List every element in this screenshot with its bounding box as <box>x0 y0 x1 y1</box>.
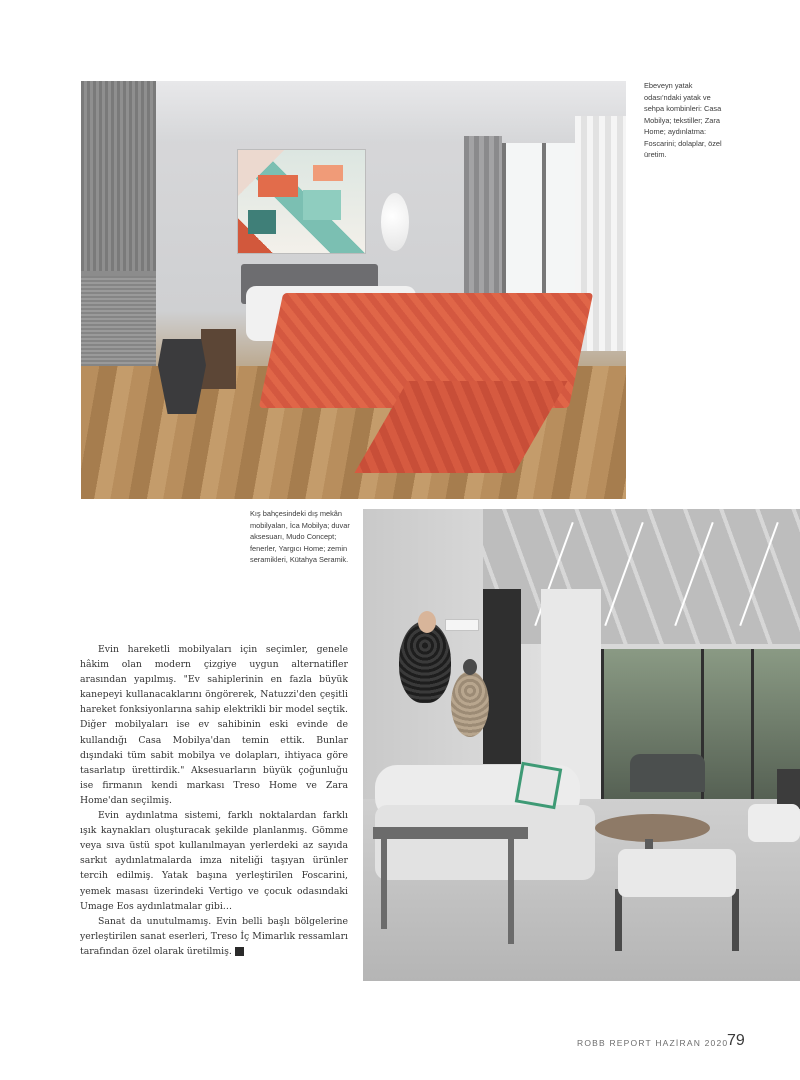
glass-frame <box>601 649 604 804</box>
lounge-chair <box>748 804 800 842</box>
bedroom-window <box>502 143 581 318</box>
paragraph-lighting: Evin aydınlatma sistemi, farklı noktalardan farklı ışık kaynakları oluşturacak şekilde planlanmış. Gömme veya sıva üstü spot kullanılmayan yerlerdeki az sayıda sarkıt aydınlatmalarda imza niteliği taşıyan ürünler tercih edilmiş. Yatak başına yerleştirilen Foscarini, yemek masası üzerindeki Vertigo ve çocuk odasındaki Umage Eos aydınlatmalar gibi… <box>80 810 348 912</box>
decor-disc <box>463 659 477 675</box>
sofa-seat <box>375 805 595 880</box>
ottoman <box>618 849 736 897</box>
ottoman-frame <box>615 889 739 951</box>
page-number: 79 <box>727 1032 745 1049</box>
beige-feather-wall-decor <box>451 671 489 737</box>
article-body <box>80 642 348 959</box>
sofa-frame <box>373 827 528 839</box>
green-pattern-pillow <box>515 762 562 809</box>
paragraph-art-text: Sanat da unutulmamış. Evin belli başlı bölgelerine yerleştirilen sanat eserleri, Treso İç Mimarlık ressamları tarafından özel olarak üretilmiş. <box>80 915 348 957</box>
painting-shape <box>258 175 298 197</box>
pendant-lamp <box>381 193 409 251</box>
decor-disc <box>418 611 436 633</box>
painting-shape <box>248 210 276 234</box>
pergola-roof <box>483 509 800 644</box>
roof-light-strip <box>739 522 779 626</box>
wall-sconce <box>445 619 479 631</box>
terrace-caption: Kış bahçesindeki dış mekân mobilyaları, İca Mobilya; duvar aksesuarı, Mudo Concept; fenerler, Yargıcı Home; zemin seramikleri, Kütahya Seramik. <box>250 509 350 564</box>
window-mullion <box>542 143 546 318</box>
roof-light-strip <box>674 522 714 626</box>
grey-curtain <box>464 136 502 304</box>
striped-wall-panel <box>81 81 156 271</box>
painting-shape <box>303 190 341 220</box>
lounge-chair-back <box>777 769 800 809</box>
sofa-leg <box>508 839 514 944</box>
end-of-article-icon: R <box>235 947 244 956</box>
magazine-issue-label: ROBB REPORT HAZİRAN 2020 <box>577 1038 729 1048</box>
bedroom-photo <box>81 81 626 499</box>
roof-light-strip <box>604 522 644 626</box>
painting-shape <box>313 165 343 181</box>
paragraph-furniture: Evin hareketli mobilyaları için seçimler, genele hâkim olan modern çizgiye uygun alternatifler arasından yapılmış. "Ev sahiplerinin en fazla büyük kanepeyi kullanacaklarını öngörerek, Natuzzi'den çeşitli hareket fonksiyonlarına sahip elektrikli bir model seçtik. Diğer mobilyaları ise ev sahibinin eski evinde de kullandığı Casa Mobilya'dan temin ettik. Bunlar dışındaki tüm sabit mobilya ve dolapları, ihtiyaca göre tasarlatıp ürettirdik." Aksesuarların büyük çoğunluğu ise firmanın kendi markası Treso Home ve Zara Home'dan seçilmiş. <box>80 644 348 806</box>
sofa-leg <box>381 839 387 929</box>
abstract-painting <box>237 149 366 254</box>
paragraph-art <box>80 914 348 959</box>
dark-doorway <box>483 589 521 764</box>
bedroom-caption: Ebeveyn yatak odası'ndaki yatak ve sehpa kombinleri: Casa Mobilya; tekstiller; Zara Home; aydınlatma: Foscarini; dolaplar, özel üretim. <box>644 81 722 159</box>
glass-frame <box>751 649 754 804</box>
bedroom-left-wall-panel <box>81 81 156 411</box>
dining-chair <box>630 754 705 792</box>
winter-garden-photo <box>363 509 800 981</box>
round-coffee-table <box>595 814 710 842</box>
black-feather-wall-decor <box>399 621 451 703</box>
bedroom-ceiling <box>156 81 626 141</box>
nightstand <box>201 329 236 389</box>
